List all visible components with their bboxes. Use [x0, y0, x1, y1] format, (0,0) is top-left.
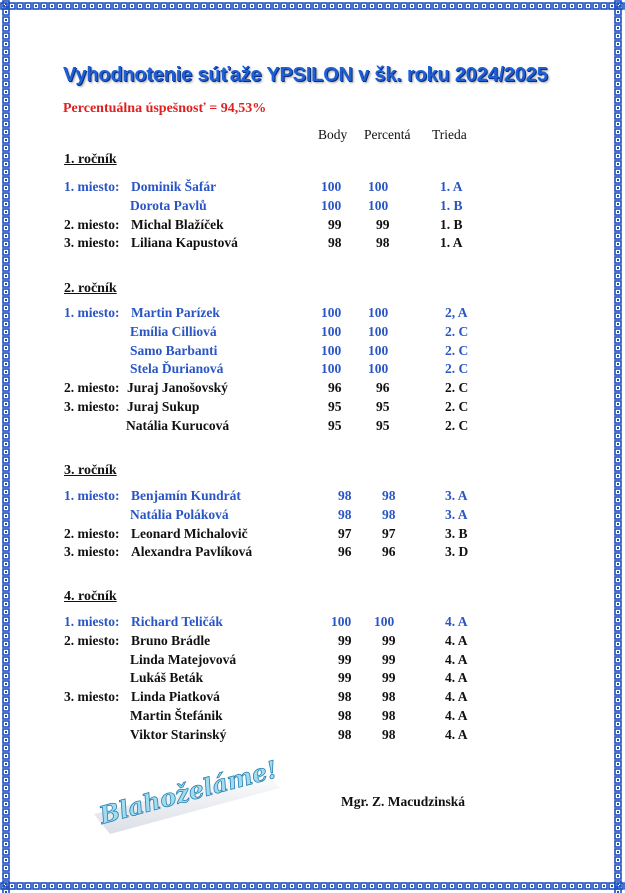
result-class: 1. B	[440, 197, 463, 213]
column-header-points: Body	[318, 127, 348, 142]
section-heading: 4. ročník	[64, 589, 117, 604]
result-row	[0, 399, 625, 418]
border-right	[611, 0, 625, 893]
result-percent: 99	[376, 216, 390, 232]
result-class: 2. C	[445, 323, 469, 339]
result-points: 100	[321, 342, 342, 358]
success-rate: Percentuálna úspešnosť = 94,53%	[63, 101, 267, 116]
result-place: 2. miesto:	[64, 216, 120, 232]
result-points: 99	[328, 216, 342, 232]
result-percent: 98	[382, 726, 396, 742]
result-row	[0, 418, 625, 437]
result-class: 2. C	[445, 399, 469, 414]
result-class: 3. A	[445, 488, 468, 503]
result-place: 1. miesto:	[64, 488, 120, 503]
result-percent: 98	[382, 708, 396, 723]
result-name: Lukáš Beták	[130, 670, 204, 686]
section-heading: 1. ročník	[64, 152, 117, 167]
result-percent: 100	[368, 342, 389, 358]
column-header-percent: Percentá	[364, 127, 411, 142]
result-class: 1. B	[440, 216, 463, 232]
result-points: 100	[321, 305, 342, 320]
result-place: 3. miesto:	[64, 689, 120, 705]
result-class: 2. C	[445, 342, 469, 358]
result-points: 98	[338, 708, 352, 723]
result-row	[0, 488, 625, 507]
result-class: 4. A	[445, 689, 468, 705]
result-class: 4. A	[445, 632, 468, 648]
result-points: 100	[331, 614, 352, 629]
result-name: Natália Poláková	[130, 506, 229, 522]
result-percent: 100	[368, 361, 389, 377]
result-place: 1. miesto:	[64, 179, 120, 194]
result-place: 3. miesto:	[64, 399, 120, 414]
result-points: 98	[338, 726, 352, 742]
congrats-text: Blahoželáme!	[96, 754, 281, 830]
result-points: 100	[321, 179, 342, 194]
result-class: 3. D	[445, 544, 469, 560]
result-row	[0, 652, 625, 671]
result-points: 96	[338, 544, 352, 560]
result-class: 4. A	[445, 614, 468, 629]
page-title: Vyhodnotenie súťaže YPSILON v šk. roku 2024/2025	[63, 64, 548, 86]
result-name: Liliana Kapustová	[131, 235, 238, 251]
result-points: 95	[328, 417, 342, 433]
result-name: Emília Cilliová	[130, 323, 217, 339]
result-row	[0, 727, 625, 746]
result-name: Viktor Starinský	[130, 726, 227, 742]
result-row	[0, 380, 625, 399]
result-class: 4. A	[445, 726, 468, 742]
result-name: Benjamín Kundrát	[131, 488, 241, 503]
result-points: 98	[338, 488, 352, 503]
result-points: 100	[321, 361, 342, 377]
result-name: Michal Blažíček	[131, 216, 224, 232]
result-points: 98	[338, 689, 352, 705]
section-heading: 3. ročník	[64, 463, 117, 478]
border-bottom	[0, 879, 625, 893]
result-class: 2. C	[445, 380, 469, 396]
result-percent: 98	[382, 506, 396, 522]
result-percent: 99	[382, 670, 396, 686]
result-name: Alexandra Pavlíková	[131, 544, 253, 560]
result-name: Natália Kurucová	[126, 417, 230, 433]
border-left	[0, 0, 14, 893]
result-name: Linda Piatková	[131, 689, 220, 705]
result-points: 95	[328, 399, 342, 414]
result-points: 97	[338, 525, 352, 541]
result-class: 4. A	[445, 708, 468, 723]
result-percent: 97	[382, 525, 396, 541]
result-place: 1. miesto:	[64, 305, 120, 320]
result-name: Stela Ďurianová	[130, 361, 224, 377]
result-class: 3. A	[445, 506, 468, 522]
result-name: Martin Parízek	[131, 305, 220, 320]
result-row	[0, 305, 625, 324]
result-name: Dorota Pavlů	[130, 197, 207, 213]
result-percent: 100	[374, 614, 395, 629]
result-row	[0, 235, 625, 254]
result-points: 100	[321, 323, 342, 339]
result-row	[0, 614, 625, 633]
result-percent: 96	[382, 544, 396, 560]
result-percent: 100	[368, 323, 389, 339]
result-class: 4. A	[445, 670, 468, 686]
result-class: 1. A	[440, 179, 463, 194]
result-percent: 95	[376, 417, 390, 433]
result-points: 98	[328, 235, 342, 251]
result-row	[0, 670, 625, 689]
result-name: Juraj Sukup	[127, 399, 200, 414]
result-percent: 98	[382, 689, 396, 705]
result-name: Dominik Šafár	[131, 179, 217, 194]
result-points: 100	[321, 197, 342, 213]
result-row	[0, 689, 625, 708]
result-name: Richard Teličák	[131, 614, 223, 629]
result-row	[0, 526, 625, 545]
result-row	[0, 217, 625, 236]
result-percent: 98	[382, 488, 396, 503]
result-place: 2. miesto:	[64, 632, 120, 648]
result-place: 1. miesto:	[64, 614, 120, 629]
result-row	[0, 198, 625, 217]
result-points: 98	[338, 506, 352, 522]
border-top	[0, 0, 625, 14]
result-place: 3. miesto:	[64, 235, 120, 251]
result-name: Martin Štefánik	[130, 708, 223, 723]
result-percent: 100	[368, 179, 389, 194]
column-header-class: Trieda	[432, 127, 467, 142]
result-percent: 100	[368, 305, 389, 320]
result-name: Linda Matejovová	[130, 651, 237, 667]
result-class: 1. A	[440, 235, 463, 251]
result-class: 2, A	[445, 305, 468, 320]
result-place: 2. miesto:	[64, 525, 120, 541]
result-percent: 98	[376, 235, 390, 251]
result-place: 3. miesto:	[64, 544, 120, 560]
result-row	[0, 544, 625, 563]
result-class: 2. C	[445, 417, 469, 433]
result-percent: 99	[382, 651, 396, 667]
result-class: 3. B	[445, 525, 468, 541]
result-percent: 96	[376, 380, 390, 396]
result-row	[0, 361, 625, 380]
result-row	[0, 343, 625, 362]
result-points: 96	[328, 380, 342, 396]
result-points: 99	[338, 651, 352, 667]
result-row	[0, 708, 625, 727]
result-name: Samo Barbanti	[130, 342, 218, 358]
congrats-graphic	[88, 752, 288, 842]
result-percent: 100	[368, 197, 389, 213]
result-points: 99	[338, 632, 352, 648]
result-name: Leonard Michalovič	[131, 525, 248, 541]
result-class: 2. C	[445, 361, 469, 377]
section-heading: 2. ročník	[64, 281, 117, 296]
result-row	[0, 633, 625, 652]
result-name: Juraj Janošovský	[127, 380, 228, 396]
result-place: 2. miesto:	[64, 380, 120, 396]
result-row	[0, 507, 625, 526]
result-percent: 95	[376, 399, 390, 414]
result-class: 4. A	[445, 651, 468, 667]
result-points: 99	[338, 670, 352, 686]
result-percent: 99	[382, 632, 396, 648]
signature: Mgr. Z. Macudzinská	[341, 794, 466, 809]
result-row	[0, 179, 625, 198]
result-row	[0, 324, 625, 343]
result-name: Bruno Brádle	[131, 632, 211, 648]
